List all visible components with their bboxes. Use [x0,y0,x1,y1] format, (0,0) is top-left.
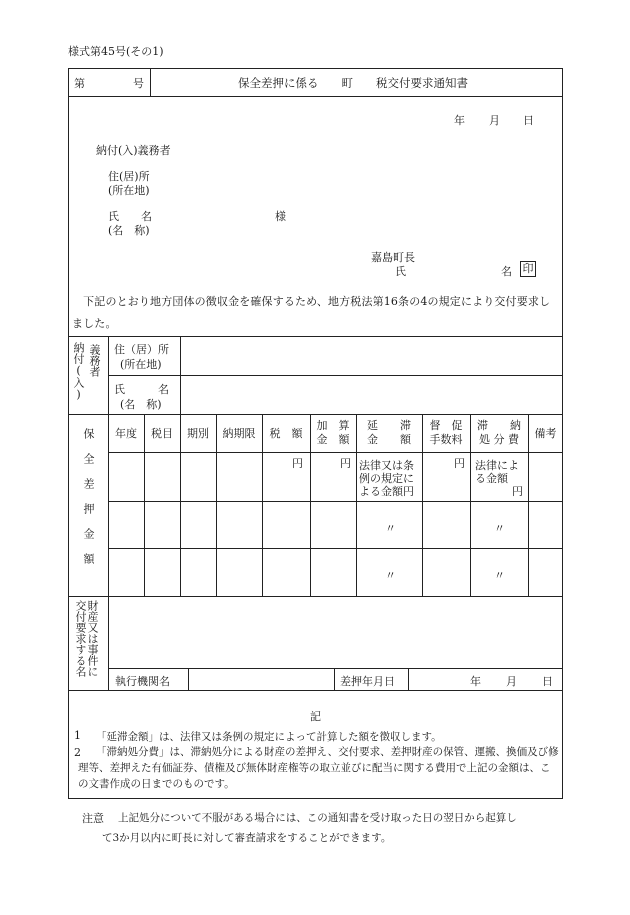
obligor-side-label-2: 義務者 [88,344,101,377]
col-delinquency-line2: 金 額 [367,433,411,446]
divider [68,690,563,691]
form-code: 様式第45号(その1) [68,45,164,58]
table-name-label: 氏 名 [114,383,169,396]
issuer-name-label-2: 名 [501,265,512,278]
divider [334,668,335,690]
seizure-year-label: 年 [470,675,481,688]
col-delinquency-line1: 延 滞 [367,419,411,432]
divider [108,414,109,596]
yen-unit-tax: 円 [292,457,303,470]
disposition-note-1: 法律によ [475,459,519,472]
divider [68,596,563,597]
issuer-title: 嘉島町長 [371,251,415,264]
col-due-date: 納期限 [222,427,256,440]
date-year-label: 年 [454,114,465,127]
seizure-date-label: 差押年月日 [340,675,395,688]
col-reminder-line1: 督 促 [429,419,463,432]
col-reminder-line2: 手数料 [429,433,463,446]
number-label-suffix: 号 [133,77,144,90]
body-text: 下記のとおり地方団体の徴収金を確保するため、地方税法第16条の4の規定により交付要求しました。 [72,295,551,330]
divider [188,668,189,690]
divider [150,68,151,96]
seizure-month-label: 月 [506,675,517,688]
seal-stamp: 印 [520,261,536,277]
amount-side-label: 保全差押金額 [82,428,95,578]
table-location-label: (所在地) [120,358,162,371]
yen-unit-disposition: 円 [512,485,523,498]
col-tax-amount: 税 額 [269,427,303,440]
divider [108,375,563,376]
location-label: (所在地) [108,184,150,197]
col-disposition-line1: 滞 納 [477,419,521,432]
seizure-day-label: 日 [542,675,553,688]
notes-title: 記 [310,710,321,723]
divider [108,548,563,549]
table-corp-name-label: (名 称) [120,398,162,411]
corp-name-label: (名 称) [108,224,150,237]
address-label: 住(居)所 [108,170,150,183]
divider [68,414,563,415]
caution-line-2: て3か月以内に町長に対して審査請求をすることができます。 [102,832,392,844]
yen-unit-reminder: 円 [454,457,465,470]
disposition-note-2: る金額 [475,472,508,485]
divider [528,414,529,596]
divider [408,668,409,690]
col-remarks: 備考 [534,427,557,440]
delinquency-note-1: 法律又は条 [359,459,414,472]
col-surcharge-line2: 金 額 [316,433,350,446]
caution-label: 注意 [82,812,104,825]
divider [262,414,263,596]
document-title: 保全差押に係る 町 税交付要求通知書 [238,76,468,90]
date-month-label: 月 [489,114,500,127]
yen-unit-surcharge: 円 [340,457,351,470]
ditto-mark: 〃 [385,522,396,535]
number-label-prefix: 第 [74,77,85,90]
divider [68,96,563,97]
ditto-mark: 〃 [494,522,505,535]
property-side-label: 財産又は事件に交付要求する名 [74,600,99,677]
col-tax-item: 税目 [151,427,173,440]
name-label: 氏 名 [108,210,152,223]
caution-line-1: 上記処分について不服がある場合には、この通知書を受け取った日の翌日から起算し [118,812,517,824]
delinquency-note-3: よる金額円 [359,485,414,498]
obligor-heading: 納付(入)義務者 [96,144,171,157]
note-2-text: 「滞納処分費」は、滞納処分による財産の差押え、交付要求、差押財産の保管、運搬、換価及び修理等、差押えた有価証券、債権及び無体財産権等の取立並びに配当に関する費用で上記の金額は、この文書作成の日までのものです。 [78,746,559,790]
divider [108,668,563,669]
honorific: 様 [275,210,286,223]
divider [108,452,563,453]
note-1-number: 1 [74,729,81,742]
divider [68,336,563,337]
exec-agency-label: 執行機関名 [115,675,170,688]
col-surcharge-line1: 加 算 [316,419,350,432]
divider [144,414,145,596]
table-address-label: 住（居）所 [114,343,169,356]
ditto-mark: 〃 [385,569,396,582]
obligor-side-label-1: 納付(入) [72,342,85,401]
issuer-name-label-1: 氏 [395,265,406,278]
divider [216,414,217,596]
ditto-mark: 〃 [494,569,505,582]
delinquency-note-2: 例の規定に [359,472,414,485]
col-year: 年度 [115,427,137,440]
note-1-text: 「延滞金額」は、法律又は条例の規定によって計算した額を徴収します。 [96,731,442,743]
note-2-number: 2 [74,746,81,759]
col-period: 期別 [187,427,209,440]
divider [180,414,181,596]
date-day-label: 日 [523,114,534,127]
divider [108,596,109,690]
divider [108,501,563,502]
col-disposition-line2: 処 分 費 [479,433,519,446]
